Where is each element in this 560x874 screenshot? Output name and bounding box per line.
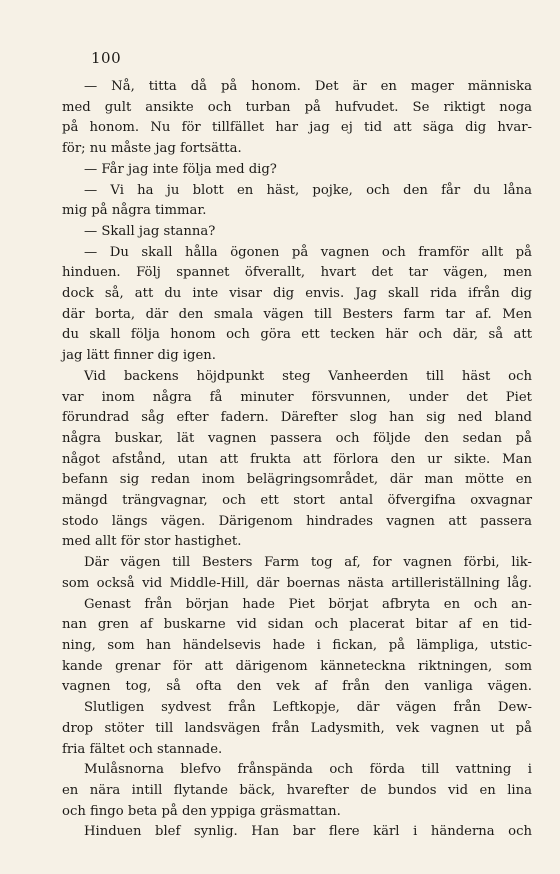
text-line: var inom några få minuter försvunnen, under det Piet [62, 389, 532, 405]
text-line: jag lätt finner dig igen. [62, 348, 216, 364]
text-line: på honom. Nu för tillfället har jag ej tid att säga dig hvar- [62, 120, 532, 136]
text-line: Där vägen till Besters Farm tog af, for vagnen förbi, lik- [84, 555, 532, 571]
text-line: du skall följa honom och göra ett tecken här och där, så att [62, 327, 532, 343]
text-line: för; nu måste jag fortsätta. [62, 141, 242, 157]
text-line: något afstånd, utan att frukta att förlora den ur sikte. Man [62, 451, 532, 467]
text-line: — Skall jag stanna? [84, 223, 216, 239]
text-line: Genast från början hade Piet börjat afbryta en och an- [84, 596, 532, 612]
text-line: drop stöter till landsvägen från Ladysmith, vek vagnen ut på [62, 720, 532, 736]
text-line: befann sig redan inom belägringsområdet, där man mötte en [62, 472, 532, 488]
text-line: — Du skall hålla ögonen på vagnen och framför allt på [84, 244, 532, 260]
text-line: några buskar, lät vagnen passera och följde den sedan på [62, 430, 532, 446]
text-line: vagnen tog, så ofta den vek af från den vanliga vägen. [62, 679, 532, 695]
text-line: kande grenar för att därigenom kännetecknа riktningen, som [62, 658, 532, 674]
text-line: mig på några timmar. [62, 203, 207, 219]
text-line: — Vi ha ju blott en häst, pojke, och den får du låna [84, 182, 532, 198]
text-line: hinduen. Följ spannet öfverallt, hvart det tar vägen, men [62, 265, 532, 281]
text-line: Hinduen blef synlig. Han bar flere kärl i händerna och [84, 824, 532, 840]
text-line: — Får jag inte följa med dig? [84, 161, 277, 177]
text-line: dock så, att du inte visar dig envis. Jag skall rida ifrån dig [62, 286, 532, 302]
text-line: — Nå, titta då på honom. Det är en mager människa [84, 79, 532, 94]
text-line: som också vid Middle-Hill, där boernas nästa artilleriställning låg. [62, 575, 532, 591]
text-line: en nära intill flytande bäck, hvarefter de bundos vid en lina [62, 782, 532, 798]
text-line: Vid backens höjdpunkt steg Vanheerden till häst och [84, 368, 532, 384]
body-text [62, 77, 532, 843]
text-line: ning, som han händelsevis hade i fickan, på lämpliga, utstic- [62, 637, 532, 653]
text-line: fria fältet och stannade. [62, 741, 223, 757]
text-line: stodo längs vägen. Därigenom hindrades vagnen att passera [62, 513, 532, 529]
text-line: med gult ansikte och turban på hufvudet. Se riktigt noga [62, 99, 532, 115]
text-line: Mulåsnorna blefvo frånspända och förda till vattning i [84, 762, 532, 778]
page-number: 100 [91, 49, 122, 67]
text-line: och fingo beta på den yppiga gräsmattan. [62, 803, 341, 819]
text-line: mängd trängvagnar, och ett stort antal öfvergifna oxvagnar [62, 493, 532, 509]
text-line: Slutligen sydvest från Leftkopje, där vägen från Dew- [84, 700, 532, 716]
text-line: nan gren af buskarne vid sidan och placerat bitar af en tid- [62, 617, 532, 633]
text-line: där borta, där den smala vägen till Besters farm tar af. Men [62, 306, 532, 322]
text-line: förundrad såg efter fadern. Därefter slog han sig ned bland [62, 410, 532, 426]
text-line: med allt för stor hastighet. [62, 534, 242, 550]
